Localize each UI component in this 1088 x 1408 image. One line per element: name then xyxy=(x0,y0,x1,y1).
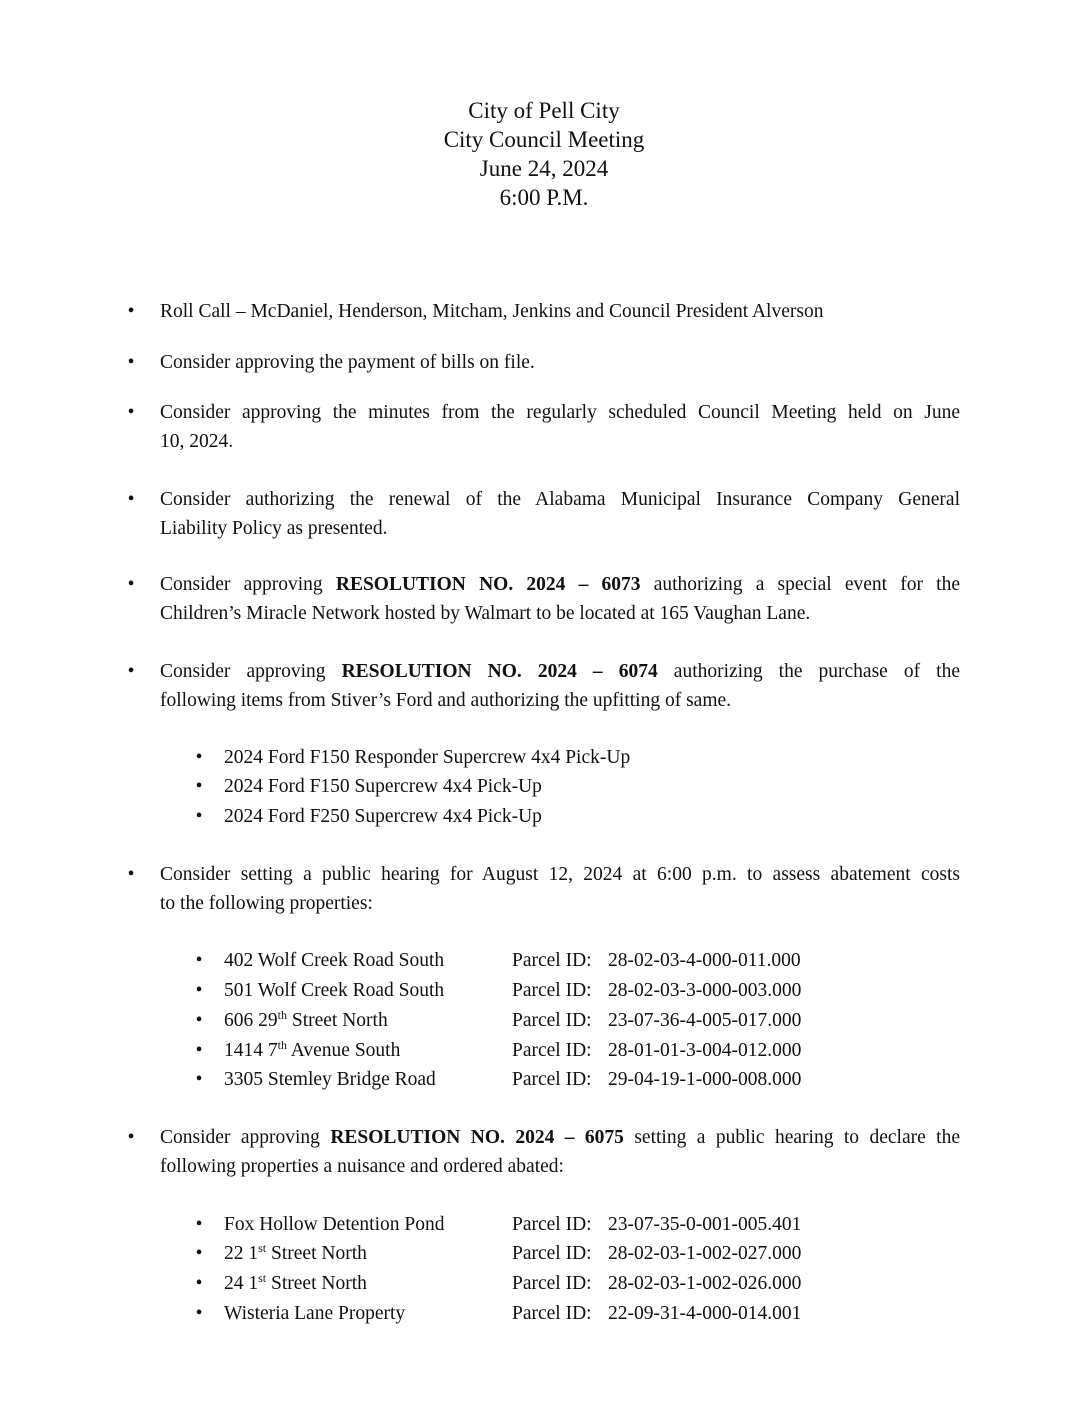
meeting-name: City Council Meeting xyxy=(443,127,645,152)
parcel-id: 23-07-35-0-001-005.401 xyxy=(608,1214,802,1235)
bullet-icon: • xyxy=(195,1303,203,1324)
address-number: 606 29 xyxy=(224,1010,278,1031)
property-address: Fox Hollow Detention Pond xyxy=(224,1214,445,1235)
property-address: Wisteria Lane Property xyxy=(224,1303,406,1324)
address-street: Avenue South xyxy=(286,1040,401,1061)
bullet-icon: • xyxy=(195,1273,203,1294)
item-text-line-1 xyxy=(160,570,960,599)
bullet-icon: • xyxy=(195,980,203,1001)
parcel-label: Parcel ID: xyxy=(512,1010,592,1031)
bullet-icon: • xyxy=(127,352,135,373)
list-item-property xyxy=(195,946,924,975)
parcel-label: Parcel ID: xyxy=(512,980,592,1001)
parcel-id: 29-04-19-1-000-008.000 xyxy=(608,1069,802,1090)
list-item-property xyxy=(195,1006,924,1035)
item-text-pre: Consider approving xyxy=(160,661,342,682)
parcel-id: 28-02-03-4-000-011.000 xyxy=(608,950,801,971)
parcel-label: Parcel ID: xyxy=(512,1303,592,1324)
item-text-line-2: following items from Stiver’s Ford and authorizing the upfitting of same. xyxy=(160,690,732,711)
bullet-icon: • xyxy=(195,1069,203,1090)
org-name: City of Pell City xyxy=(468,98,620,123)
bullet-icon: • xyxy=(127,301,135,322)
parcel-label: Parcel ID: xyxy=(512,1214,592,1235)
agenda-item-insurance xyxy=(127,485,960,543)
bullet-icon: • xyxy=(127,489,135,510)
bullet-icon: • xyxy=(127,1127,135,1148)
item-text-line-2: following properties a nuisance and ordered abated: xyxy=(160,1156,564,1177)
bullet-icon: • xyxy=(195,776,203,797)
vehicle-text: 2024 Ford F150 Supercrew 4x4 Pick-Up xyxy=(224,776,542,797)
agenda-header xyxy=(0,96,1088,212)
parcel-label: Parcel ID: xyxy=(512,1243,592,1264)
parcel-id: 28-02-03-3-000-003.000 xyxy=(608,980,802,1001)
bullet-icon: • xyxy=(127,661,135,682)
parcel-id: 28-01-01-3-004-012.000 xyxy=(608,1040,802,1061)
property-address: 402 Wolf Creek Road South xyxy=(224,950,445,971)
property-address xyxy=(224,1239,512,1268)
resolution-number: RESOLUTION NO. 2024 – 6074 xyxy=(341,661,658,682)
item-text-line-1: Consider approving the minutes from the regularly scheduled Council Meeting held on June xyxy=(160,402,960,423)
address-number: 22 1 xyxy=(224,1243,259,1264)
list-item-property xyxy=(195,976,924,1005)
agenda-item-roll-call xyxy=(127,297,960,326)
agenda-item-minutes xyxy=(127,398,960,456)
parcel-label: Parcel ID: xyxy=(512,1040,592,1061)
agenda-item-resolution-6075 xyxy=(127,1123,960,1181)
bullet-icon: • xyxy=(127,864,135,885)
resolution-number: RESOLUTION NO. 2024 – 6073 xyxy=(335,574,641,595)
item-text-line-1: Consider setting a public hearing for August 12, 2024 at 6:00 p.m. to assess abatement costs xyxy=(160,864,960,885)
agenda-item-bills xyxy=(127,348,960,377)
ordinal-suffix: st xyxy=(258,1241,267,1255)
item-text-line-2: Children’s Miracle Network hosted by Walmart to be located at 165 Vaughan Lane. xyxy=(160,603,811,624)
property-address xyxy=(224,1006,512,1035)
property-address: 3305 Stemley Bridge Road xyxy=(224,1069,436,1090)
address-number: 1414 7 xyxy=(224,1040,278,1061)
list-item-property xyxy=(195,1210,924,1239)
address-street: Street North xyxy=(266,1243,367,1264)
resolution-number: RESOLUTION NO. 2024 – 6075 xyxy=(330,1127,624,1148)
bullet-icon: • xyxy=(195,747,203,768)
list-item-property xyxy=(195,1036,924,1065)
vehicle-text: 2024 Ford F250 Supercrew 4x4 Pick-Up xyxy=(224,806,542,827)
meeting-time: 6:00 P.M. xyxy=(499,185,589,210)
item-text-post: authorizing the purchase of the xyxy=(657,661,960,682)
property-address: 501 Wolf Creek Road South xyxy=(224,980,445,1001)
parcel-id: 22-09-31-4-000-014.001 xyxy=(608,1303,802,1324)
list-item-property xyxy=(195,1239,924,1268)
list-item-vehicle xyxy=(195,802,924,831)
item-text-line-2: to the following properties: xyxy=(160,893,373,914)
bullet-icon: • xyxy=(195,1243,203,1264)
item-text: Consider approving the payment of bills on file. xyxy=(160,352,535,373)
item-text-pre: Consider approving xyxy=(160,574,336,595)
ordinal-suffix: th xyxy=(277,1038,287,1052)
address-street: Street North xyxy=(266,1273,367,1294)
item-text-post: authorizing a special event for the xyxy=(640,574,961,595)
parcel-label: Parcel ID: xyxy=(512,1273,592,1294)
property-address xyxy=(224,1269,512,1298)
item-text: Roll Call – McDaniel, Henderson, Mitcham, Jenkins and Council President Alverson xyxy=(160,301,824,322)
parcel-label: Parcel ID: xyxy=(512,950,592,971)
bullet-icon: • xyxy=(195,1010,203,1031)
bullet-icon: • xyxy=(127,402,135,423)
bullet-icon: • xyxy=(195,806,203,827)
vehicle-text: 2024 Ford F150 Responder Supercrew 4x4 Pick-Up xyxy=(224,747,631,768)
property-address xyxy=(224,1036,512,1065)
address-street: Street North xyxy=(286,1010,388,1031)
address-number: 24 1 xyxy=(224,1273,259,1294)
item-text-line-2: Liability Policy as presented. xyxy=(160,518,388,539)
ordinal-suffix: st xyxy=(258,1271,267,1285)
bullet-icon: • xyxy=(195,950,203,971)
bullet-icon: • xyxy=(195,1214,203,1235)
item-text-line-1 xyxy=(160,657,960,686)
bullet-icon: • xyxy=(195,1040,203,1061)
list-item-vehicle xyxy=(195,743,924,772)
item-text-line-1 xyxy=(160,1123,960,1152)
item-text-pre: Consider approving xyxy=(160,1127,331,1148)
item-text-line-1: Consider authorizing the renewal of the Alabama Municipal Insurance Company General xyxy=(160,489,960,510)
ordinal-suffix: th xyxy=(277,1008,287,1022)
item-text-line-2: 10, 2024. xyxy=(160,431,234,452)
list-item-property xyxy=(195,1299,924,1328)
list-item-property xyxy=(195,1269,924,1298)
bullet-icon: • xyxy=(127,574,135,595)
agenda-item-public-hearing xyxy=(127,860,960,918)
list-item-property xyxy=(195,1065,924,1094)
list-item-vehicle xyxy=(195,772,924,801)
parcel-id: 23-07-36-4-005-017.000 xyxy=(608,1010,802,1031)
parcel-id: 28-02-03-1-002-027.000 xyxy=(608,1243,802,1264)
agenda-item-resolution-6073 xyxy=(127,570,961,628)
meeting-date: June 24, 2024 xyxy=(479,156,609,181)
item-text-post: setting a public hearing to declare the xyxy=(623,1127,960,1148)
agenda-item-resolution-6074 xyxy=(127,657,960,715)
parcel-label: Parcel ID: xyxy=(512,1069,592,1090)
parcel-id: 28-02-03-1-002-026.000 xyxy=(608,1273,802,1294)
